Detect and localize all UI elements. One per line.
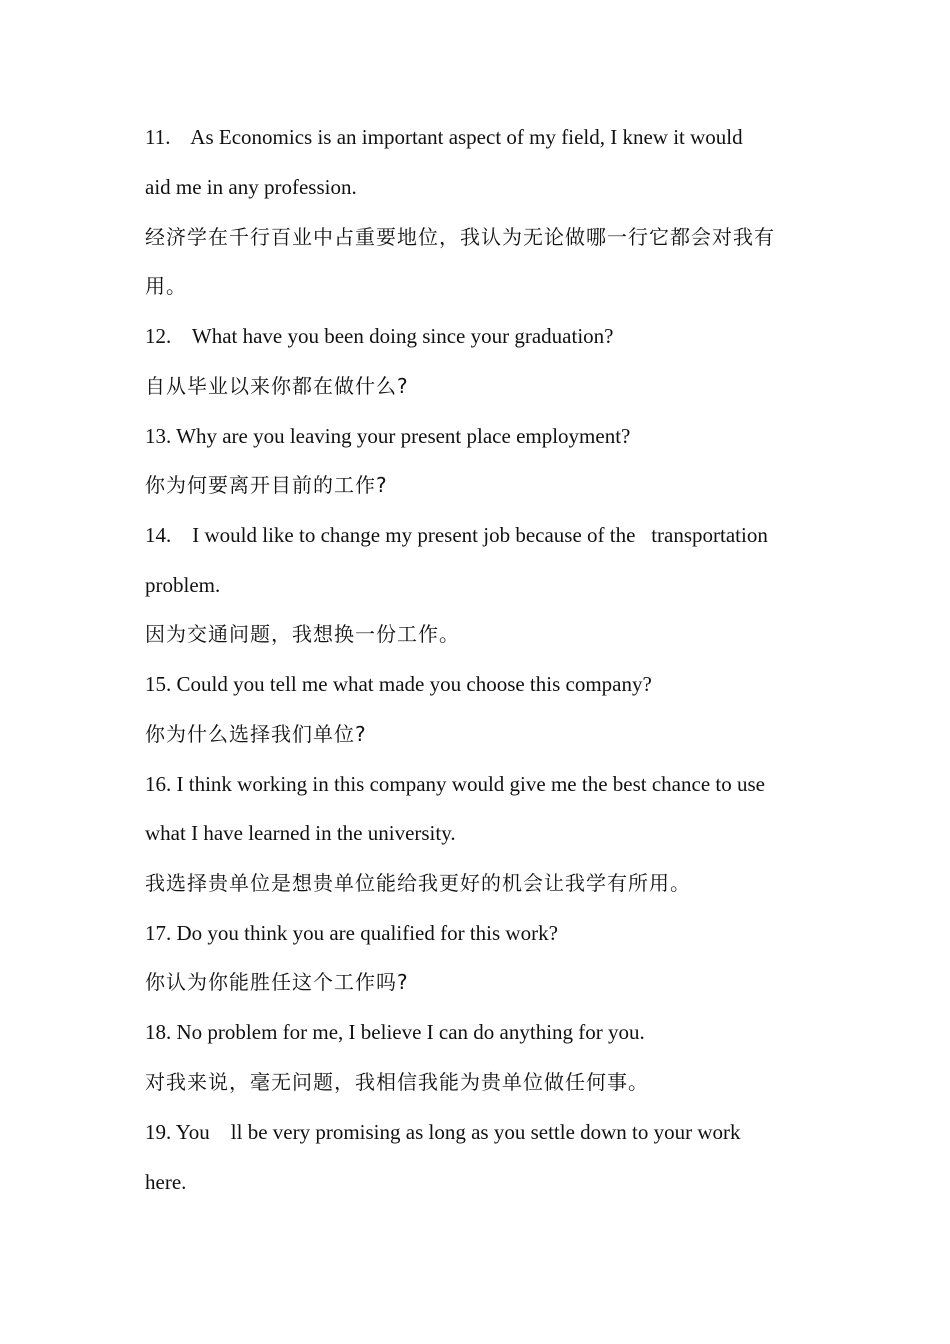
question-11-en-line-1: 11. As Economics is an important aspect of my field, I knew it would (145, 125, 743, 149)
question-16-en-line-2: what I have learned in the university. (145, 821, 456, 845)
question-15-zh: 你为什么选择我们单位? (145, 722, 367, 746)
question-14-en-line-1: 14. I would like to change my present job because of the transportation (145, 523, 768, 547)
question-17-zh: 你认为你能胜任这个工作吗? (145, 970, 409, 994)
question-11-zh-line-2: 用。 (145, 274, 187, 298)
question-16-en-line-1: 16. I think working in this company would give me the best chance to use (145, 772, 765, 796)
question-14-en-line-2: problem. (145, 573, 221, 597)
question-12-en: 12. What have you been doing since your graduation? (145, 324, 614, 348)
question-14-zh: 因为交通问题，我想换一份工作。 (145, 622, 460, 646)
question-18-en: 18. No problem for me, I believe I can do anything for you. (145, 1020, 645, 1044)
question-16-zh: 我选择贵单位是想贵单位能给我更好的机会让我学有所用。 (145, 871, 691, 895)
question-19-en-line-2: here. (145, 1170, 187, 1194)
question-18-zh: 对我来说，毫无问题，我相信我能为贵单位做任何事。 (145, 1070, 649, 1094)
question-13-zh: 你为何要离开目前的工作? (145, 473, 388, 497)
question-15-en: 15. Could you tell me what made you choose this company? (145, 672, 652, 696)
question-13-en: 13. Why are you leaving your present place employment? (145, 424, 631, 448)
question-11-zh-line-1: 经济学在千行百业中占重要地位，我认为无论做哪一行它都会对我有 (145, 225, 775, 249)
question-17-en: 17. Do you think you are qualified for this work? (145, 921, 558, 945)
question-11-en-line-2: aid me in any profession. (145, 175, 357, 199)
question-12-zh: 自从毕业以来你都在做什么? (145, 374, 409, 398)
question-19-en-line-1: 19. You ll be very promising as long as you settle down to your work (145, 1120, 741, 1144)
